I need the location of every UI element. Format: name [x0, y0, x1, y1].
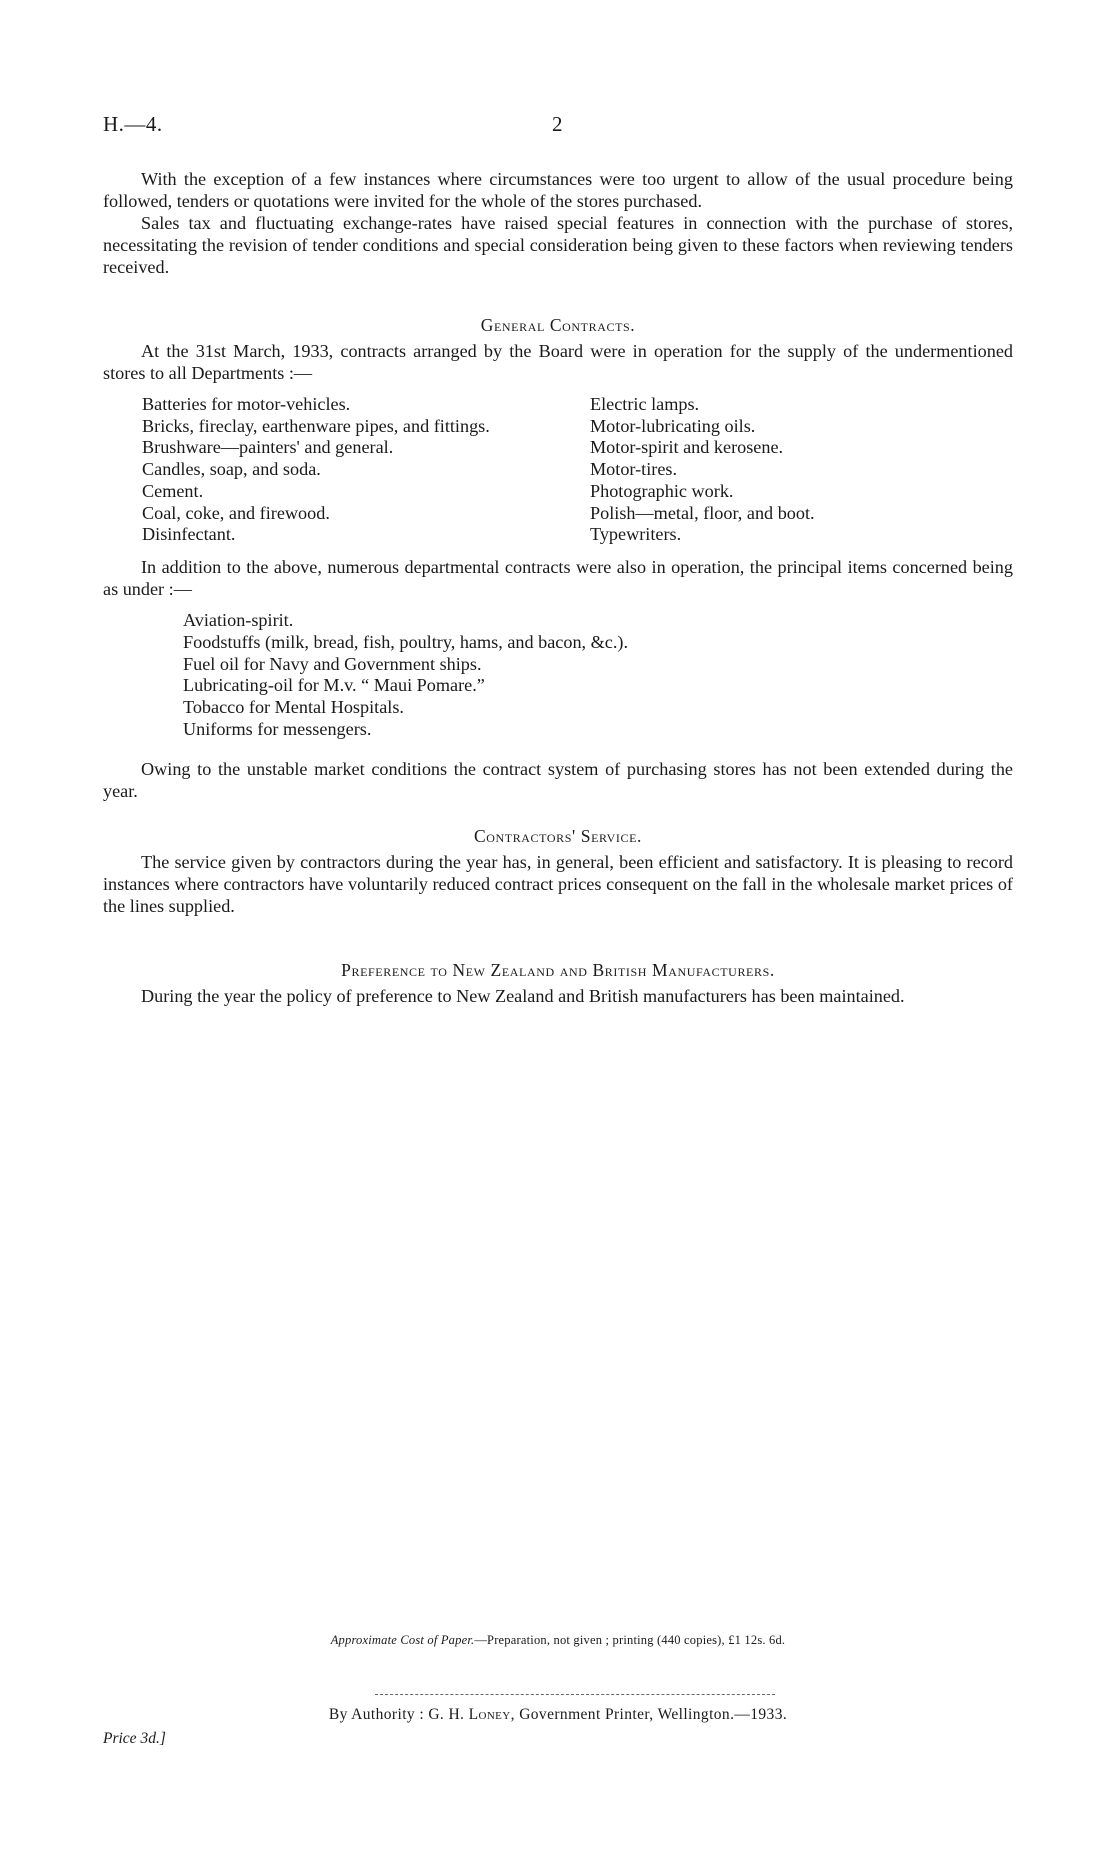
- list-item: Motor-lubricating oils.: [590, 415, 756, 436]
- intro-paragraph-2: Sales tax and fluctuating exchange-rates have raised special features in connection with the purchase of stores, necessitating the revision of tender conditions and special consideration being given to these factors when reviewing tenders received.: [103, 213, 1013, 277]
- list-item: Photographic work.: [590, 480, 734, 501]
- intro-paragraph-1: With the exception of a few instances where circumstances were too urgent to allow of the usual procedure being followed, tenders or quotations were invited for the whole of the stores purchased.: [103, 169, 1013, 211]
- list-item: Disinfectant.: [142, 524, 236, 545]
- preference-paragraph: During the year the policy of preference to New Zealand and British manufacturers has been maintained.: [141, 986, 905, 1006]
- cost-label: Approximate Cost of Paper.: [330, 1633, 475, 1647]
- departmental-contracts-intro: In addition to the above, numerous departmental contracts were also in operation, the principal items concerned being as under :—: [103, 557, 1013, 599]
- list-item: Motor-spirit and kerosene.: [590, 437, 784, 458]
- intro-section: [103, 168, 1013, 278]
- contracts-list-left: [142, 394, 490, 546]
- printer-name: Loney: [468, 1706, 511, 1723]
- general-contracts-heading: General Contracts.: [480, 315, 636, 335]
- price-note: Price 3d.]: [103, 1730, 166, 1747]
- list-item: Motor-tires.: [590, 459, 678, 480]
- list-item: Cement.: [142, 480, 204, 501]
- list-item: Electric lamps.: [590, 394, 700, 414]
- contracts-closing-paragraph: Owing to the unstable market conditions the contract system of purchasing stores has not been extended during the year.: [103, 759, 1013, 801]
- contracts-list-right: [590, 394, 815, 546]
- list-item: Polish—metal, floor, and boot.: [590, 502, 815, 523]
- list-item: Aviation-spirit.: [183, 610, 294, 630]
- list-item: Candles, soap, and soda.: [142, 459, 321, 480]
- list-item: Fuel oil for Navy and Government ships.: [183, 653, 482, 674]
- contractors-service-heading: Contractors' Service.: [473, 826, 643, 846]
- list-item: Brushware—painters' and general.: [142, 437, 394, 458]
- list-item: Bricks, fireclay, earthenware pipes, and fittings.: [142, 415, 490, 436]
- departmental-items-list: [183, 610, 628, 741]
- page-number: 2: [552, 112, 563, 136]
- list-item: Lubricating-oil for M.v. “ Maui Pomare.”: [183, 675, 485, 696]
- report-reference: H.—4.: [103, 112, 163, 136]
- printer-authority: By Authority : G. H. Loney, Government Printer, Wellington.—1933.: [328, 1706, 788, 1723]
- contractors-service-paragraph: The service given by contractors during the year has, in general, been efficient and satisfactory. It is pleasing to record instances where contractors have voluntarily reduced contract prices consequent on the fall in the wholesale market prices of the lines supplied.: [103, 852, 1013, 916]
- list-item: Batteries for motor-vehicles.: [142, 394, 351, 414]
- list-item: Uniforms for messengers.: [183, 718, 372, 739]
- list-item: Tobacco for Mental Hospitals.: [183, 697, 404, 718]
- list-item: Typewriters.: [590, 524, 682, 545]
- cost-text: —Preparation, not given ; printing (440 copies), £1 12s. 6d.: [474, 1633, 786, 1647]
- preference-heading: Preference to New Zealand and British Manufacturers.: [341, 960, 775, 980]
- cost-of-paper-note: [103, 1633, 1013, 1648]
- general-contracts-intro: At the 31st March, 1933, contracts arranged by the Board were in operation for the supply of the undermentioned stores to all Departments :—: [103, 341, 1013, 383]
- footer-divider: [375, 1694, 775, 1695]
- list-item: Foodstuffs (milk, bread, fish, poultry, hams, and bacon, &c.).: [183, 631, 629, 652]
- list-item: Coal, coke, and firewood.: [142, 502, 330, 523]
